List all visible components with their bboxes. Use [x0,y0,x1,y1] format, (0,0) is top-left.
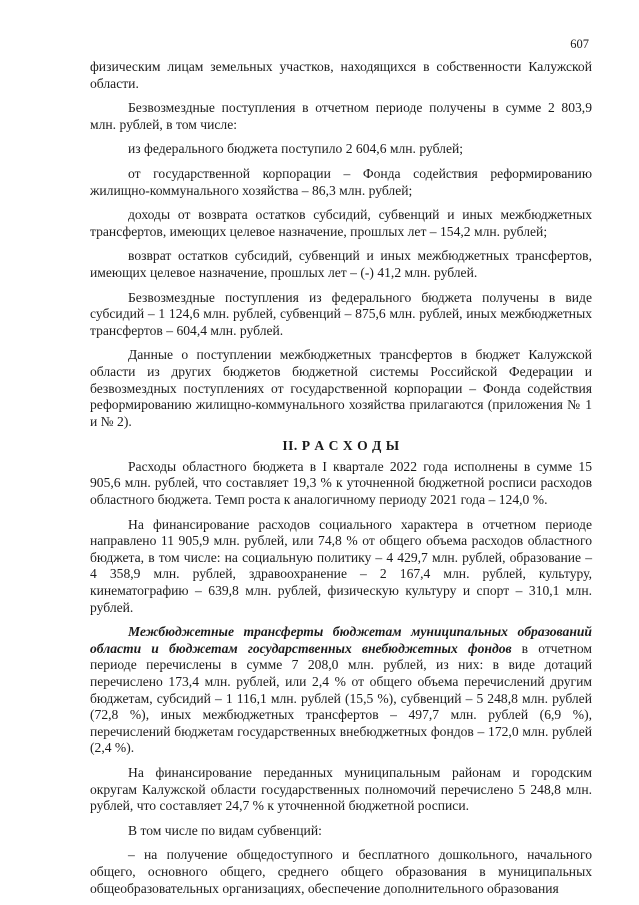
transfers-body-run: в отчетном периоде перечислены в сумме 7 208,0 млн. рублей, из них: в виде дотаций перечислено 173,4 млн. рублей, или 2,4 % от общего объема перечислений другим бюджетам, субсидий – 1 116,1 млн. рублей (15,5 %), субвенций – 5 248,8 млн. рублей (72,8 %), иных межбюджетных трансфертов – 497,7 млн. рублей (6,9 %), перечислений бюджетам государственных внебюджетных фондов – 172,0 млн. рублей (2,4 %). [90,640,592,756]
paragraph: – на получение общедоступного и бесплатного дошкольного, начального общего, основного общего, среднего общего образования в муниципальных общеобразовательных организациях, обеспечение дополнительного образования [90,847,592,896]
paragraph: На финансирование переданных муниципальным районам и городским округам Калужской области государственных полномочий перечислено 5 248,8 млн. рублей, что составляет 24,7 % к уточненной бюджетной росписи. [90,764,592,814]
paragraph: из федерального бюджета поступило 2 604,6 млн. рублей; [128,141,464,157]
paragraph: Безвозмездные поступления в отчетном периоде получены в сумме 2 803,9 млн. рублей, в том числе: [90,100,592,132]
paragraph: В том числе по видам субвенций: [128,822,322,838]
paragraph: На финансирование расходов социального характера в отчетном периоде направлено 11 905,9 млн. рублей, или 74,8 % от общего объема расходов областного бюджета, в том числе: на социальную политику – 4 429,7 млн. рублей, образование – 4 358,9 млн. рублей, здравоохранение – 2 167,4 млн. рублей, культуру, кинематографию – 639,8 млн. рублей, физическую культуру и спорт – 310,1 млн. рублей. [90,516,592,615]
paragraph: физическим лицам земельных участков, находящихся в собственности Калужской области. [90,59,592,91]
paragraph: Расходы областного бюджета в I квартале 2022 года исполнены в сумме 15 905,6 млн. рублей, что составляет 19,3 % к уточненной бюджетной росписи расходов областного бюджета. Темп роста к аналогичному периоду 2021 года – 124,0 %. [90,458,592,508]
section-heading: II. Р А С Х О Д Ы [282,438,400,454]
paragraph: от государственной корпорации – Фонда содействия реформированию жилищно-коммунального хозяйства – 86,3 млн. рублей; [90,165,592,198]
transfers-heading-run: Межбюджетные трансферты бюджетам муниципальных образований области и бюджетам государственных внебюджетных фондов [90,624,592,656]
document-body [90,59,592,897]
transfers-paragraph [90,624,592,757]
paragraph: Данные о поступлении межбюджетных трансфертов в бюджет Калужской области из других бюджетов бюджетной системы Российской Федерации и безвозмездных поступлениях от государственной корпорации – Фонда содействия реформированию жилищно-коммунального хозяйства прилагаются (приложения № 1 и № 2). [90,347,592,429]
paragraph: Безвозмездные поступления из федерального бюджета получены в виде субсидий – 1 124,6 млн. рублей, субвенций – 875,6 млн. рублей, иных межбюджетных трансфертов – 604,4 млн. рублей. [90,289,592,338]
page-number: 607 [570,37,589,51]
paragraph: возврат остатков субсидий, субвенций и иных межбюджетных трансфертов, имеющих целевое назначение, прошлых лет – (-) 41,2 млн. рублей. [90,248,592,280]
paragraph: доходы от возврата остатков субсидий, субвенций и иных межбюджетных трансфертов, имеющих целевое назначение, прошлых лет – 154,2 млн. рублей; [90,207,592,239]
